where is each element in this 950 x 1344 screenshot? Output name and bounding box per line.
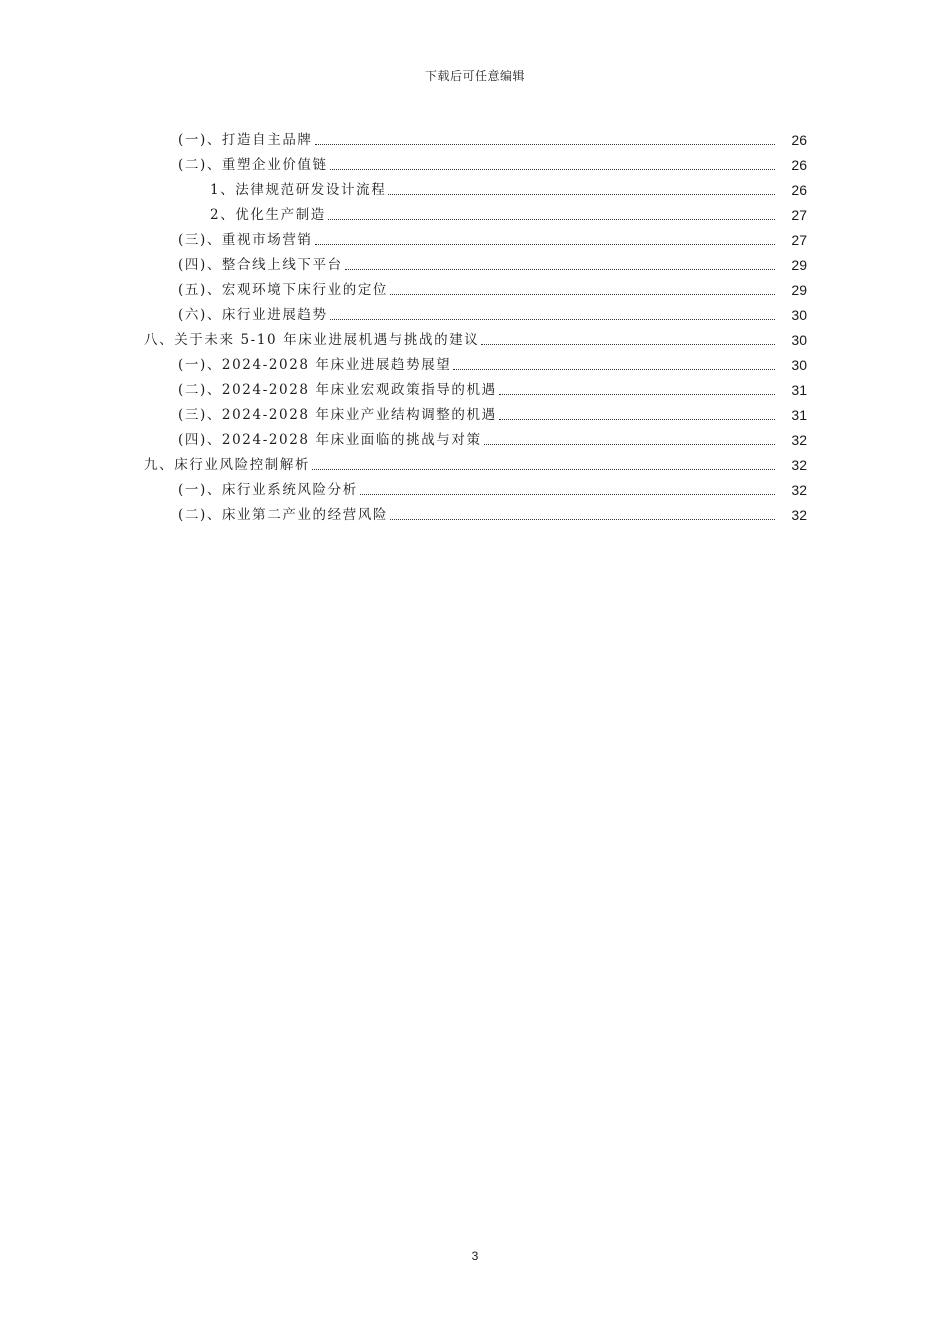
toc-leader-dots (315, 243, 775, 245)
toc-leader-dots (312, 468, 775, 470)
toc-entry[interactable] (0, 351, 950, 376)
toc-leader-dots (360, 493, 775, 495)
toc-chapter-entry[interactable] (0, 326, 950, 351)
toc-entry-title: 1、法律规范研发设计流程 (210, 182, 387, 198)
toc-entry[interactable] (0, 476, 950, 501)
toc-entry[interactable] (0, 426, 950, 451)
toc-leader-dots (328, 218, 775, 220)
toc-entry-page: 27 (791, 232, 807, 248)
table-of-contents (0, 126, 950, 526)
toc-leader-dots (453, 368, 775, 370)
toc-entry-title: (一)、打造自主品牌 (178, 132, 313, 148)
toc-entry-title: (一)、床行业系统风险分析 (178, 482, 358, 498)
toc-entry-page: 30 (791, 307, 807, 323)
toc-entry-title: (一)、2024-2028 年床业进展趋势展望 (178, 357, 452, 373)
toc-entry[interactable] (0, 226, 950, 251)
toc-entry-page: 29 (791, 257, 807, 273)
toc-leader-dots (388, 193, 775, 195)
toc-entry[interactable] (0, 376, 950, 401)
page-number: 3 (471, 1249, 479, 1263)
toc-entry-title: (二)、重塑企业价值链 (178, 157, 328, 173)
toc-entry-page: 32 (791, 507, 807, 523)
toc-entry-title: (三)、2024-2028 年床业产业结构调整的机遇 (178, 407, 497, 423)
toc-entry-title: (四)、2024-2028 年床业面临的挑战与对策 (178, 432, 482, 448)
toc-leader-dots (390, 293, 775, 295)
toc-leader-dots (481, 343, 775, 345)
toc-entry-title: (六)、床行业进展趋势 (178, 307, 328, 323)
toc-entry-title: 2、优化生产制造 (210, 207, 326, 223)
toc-entry-page: 26 (791, 132, 807, 148)
toc-entry-page: 27 (791, 207, 807, 223)
toc-entry[interactable] (0, 176, 950, 201)
toc-entry-page: 30 (791, 357, 807, 373)
toc-entry[interactable] (0, 201, 950, 226)
toc-entry[interactable] (0, 501, 950, 526)
toc-entry[interactable] (0, 276, 950, 301)
toc-entry[interactable] (0, 401, 950, 426)
toc-entry[interactable] (0, 151, 950, 176)
toc-entry[interactable] (0, 126, 950, 151)
toc-entry[interactable] (0, 251, 950, 276)
toc-entry-page: 31 (791, 407, 807, 423)
toc-leader-dots (330, 168, 775, 170)
toc-entry-title: 九、床行业风险控制解析 (144, 457, 311, 473)
toc-entry-title: (三)、重视市场营销 (178, 232, 313, 248)
toc-entry-page: 32 (791, 457, 807, 473)
toc-chapter-entry[interactable] (0, 451, 950, 476)
toc-entry-title: (二)、2024-2028 年床业宏观政策指导的机遇 (178, 382, 497, 398)
toc-leader-dots (390, 518, 775, 520)
toc-entry-page: 26 (791, 182, 807, 198)
toc-leader-dots (499, 393, 775, 395)
toc-entry[interactable] (0, 301, 950, 326)
toc-leader-dots (345, 268, 775, 270)
toc-leader-dots (330, 318, 775, 320)
toc-entry-page: 32 (791, 432, 807, 448)
toc-entry-title: (五)、宏观环境下床行业的定位 (178, 282, 389, 298)
toc-entry-title: 八、关于未来 5-10 年床业进展机遇与挑战的建议 (144, 332, 480, 348)
page-header: 下载后可任意编辑 (424, 69, 525, 83)
toc-entry-title: (二)、床业第二产业的经营风险 (178, 507, 389, 523)
toc-entry-title: (四)、整合线上线下平台 (178, 257, 343, 273)
toc-entry-page: 29 (791, 282, 807, 298)
toc-leader-dots (315, 143, 775, 145)
toc-leader-dots (499, 418, 775, 420)
toc-entry-page: 31 (791, 382, 807, 398)
toc-entry-page: 30 (791, 332, 807, 348)
toc-leader-dots (484, 443, 775, 445)
toc-entry-page: 32 (791, 482, 807, 498)
toc-entry-page: 26 (791, 157, 807, 173)
